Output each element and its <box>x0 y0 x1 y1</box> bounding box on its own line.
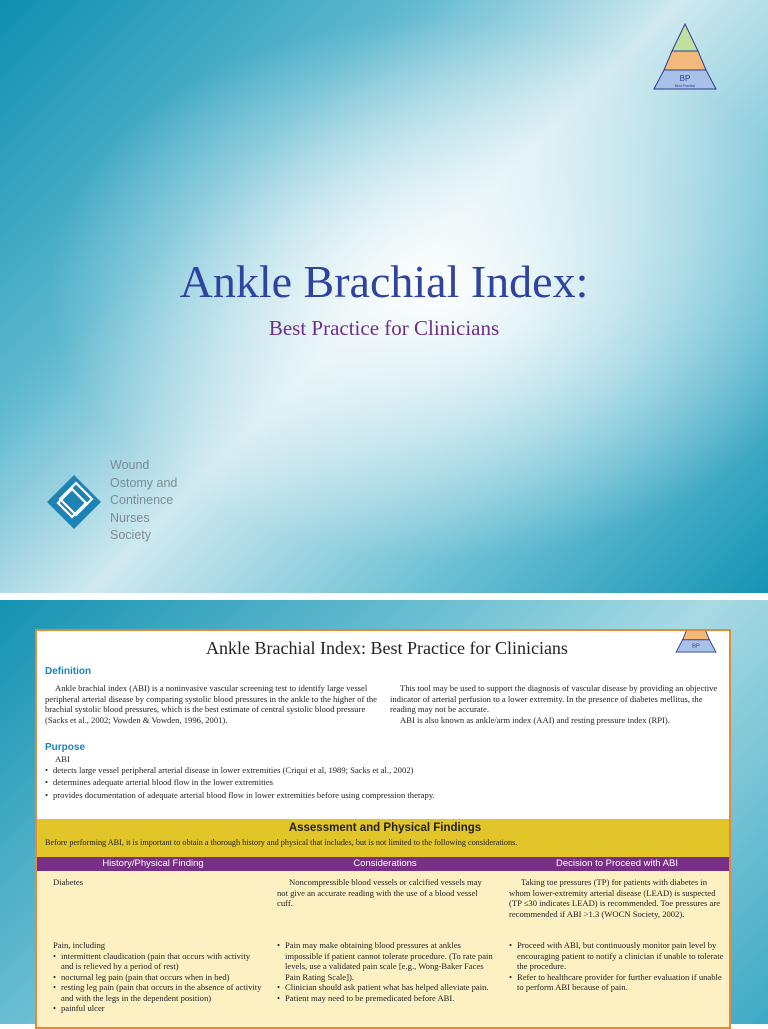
assessment-section <box>37 819 731 1029</box>
considerations-text: Noncompressible blood vessels or calcified vessels may not give an accurate reading with the use of a blood vessel cuff. <box>277 877 482 908</box>
definition-text: Ankle brachial index (ABI) is a noninvasive vascular screening test to identify large vessel peripheral arterial disease by comparing systolic blood pressures in the ankle to the higher of the brachial systolic blood pressures, which is the best estimate of central systolic blood pressure (Sacks et al., 2002; Vowden & Vowden, 1996, 2001). <box>45 683 377 725</box>
document-sheet <box>35 629 731 1029</box>
definition-left <box>45 683 380 725</box>
definition-right <box>390 683 725 725</box>
definition-right-text-2: ABI is also known as ankle/arm index (AAI) and resting pressure index (RPI). <box>400 714 670 725</box>
org-line: Continence <box>110 493 174 507</box>
purpose-body <box>45 754 725 800</box>
table-cell-finding <box>53 940 263 1014</box>
bp-logo-small-label: BP <box>692 643 700 650</box>
org-line: Society <box>110 528 151 542</box>
table-cell-considerations <box>277 940 493 1003</box>
table-cell-finding <box>53 877 258 888</box>
table-header-row <box>37 857 731 871</box>
decision-item: • Proceed with ABI, but continuously monitor pain level by encouraging patient to notify a clinician if unable to tolerate the procedure. <box>509 940 727 972</box>
finding-lead: Pain, including <box>53 940 106 950</box>
purpose-heading: Purpose <box>45 742 86 753</box>
purpose-lead: ABI <box>55 754 70 764</box>
org-line: Wound <box>110 458 150 472</box>
bp-pyramid-logo-small <box>671 629 721 654</box>
decision-item: • Refer to healthcare provider for further evaluation if unable to perform ABI because of pain. <box>509 972 727 993</box>
finding-item: • painful ulcer <box>53 1003 263 1014</box>
assessment-intro: Before performing ABI, it is important to obtain a thorough history and physical that includes, but is not limited to the following considerations. <box>45 838 518 847</box>
document-title: Ankle Brachial Index: Best Practice for Clinicians <box>206 638 568 658</box>
column-header: Considerations <box>353 858 417 869</box>
table-cell-considerations <box>277 877 493 909</box>
column-header: History/Physical Finding <box>102 858 204 869</box>
finding-item: • resting leg pain (pain that occurs in the absence of activity and with the legs in the dependent position) <box>53 982 263 1003</box>
bp-pyramid-logo <box>646 22 724 92</box>
purpose-item: • determines adequate arterial blood flow in the lower extremities <box>45 777 725 788</box>
bp-logo-label: BP <box>679 74 691 83</box>
considerations-item: • Pain may make obtaining blood pressures at ankles impossible if patient cannot tolerate procedure. (To rate pain levels, use a validated pain scale [e.g., Wong-Baker Faces Pain Rating Scale]). <box>277 940 493 982</box>
wocn-diamond-logo-icon <box>46 474 102 530</box>
considerations-item: • Patient may need to be premedicated before ABI. <box>277 993 493 1004</box>
decision-text: Taking toe pressures (TP) for patients with diabetes in whom lower-extremity arterial disease (LEAD) is suspected (TP ≤30 indicates LEAD) is recommended. Toe pressures are recommended if ABI >1.3 (WOCN Society, 2002). <box>509 877 721 919</box>
cover-subtitle: Best Practice for Clinicians <box>268 316 500 340</box>
finding-lead: Diabetes <box>53 877 84 887</box>
assessment-band <box>37 819 731 857</box>
page-gap <box>0 593 768 600</box>
organization-name <box>110 457 177 545</box>
finding-item: • nocturnal leg pain (pain that occurs when in bed) <box>53 972 263 983</box>
table-cell-decision <box>509 940 727 993</box>
org-line: Ostomy and <box>110 475 178 490</box>
definition-heading: Definition <box>45 666 92 677</box>
cover-title: Ankle Brachial Index: <box>179 256 589 307</box>
definition-right-text-1: This tool may be used to support the diagnosis of vascular disease by providing an objective indicator of arterial perfusion to a lower extremity. In the presence of diabetes mellitus, the reading may not be accurate. <box>390 683 718 714</box>
considerations-item: • Clinician should ask patient what has helped alleviate pain. <box>277 982 493 993</box>
purpose-item: • detects large vessel peripheral arterial disease in lower extremities (Criqui et al, 1989; Sacks et al., 2002) <box>45 765 725 776</box>
finding-item: • intermittent claudication (pain that occurs with activity and is relieved by a period of rest) <box>53 951 263 972</box>
assessment-heading: Assessment and Physical Findings <box>288 822 482 834</box>
purpose-item: • provides documentation of adequate arterial blood flow in lower extremities before using compression therapy. <box>45 790 725 801</box>
table-cell-decision <box>509 877 727 919</box>
bp-logo-sublabel: Best Practice <box>674 84 696 88</box>
second-page <box>0 600 768 1024</box>
org-line: Nurses <box>110 510 150 525</box>
column-header: Decision to Proceed with ABI <box>556 858 678 869</box>
